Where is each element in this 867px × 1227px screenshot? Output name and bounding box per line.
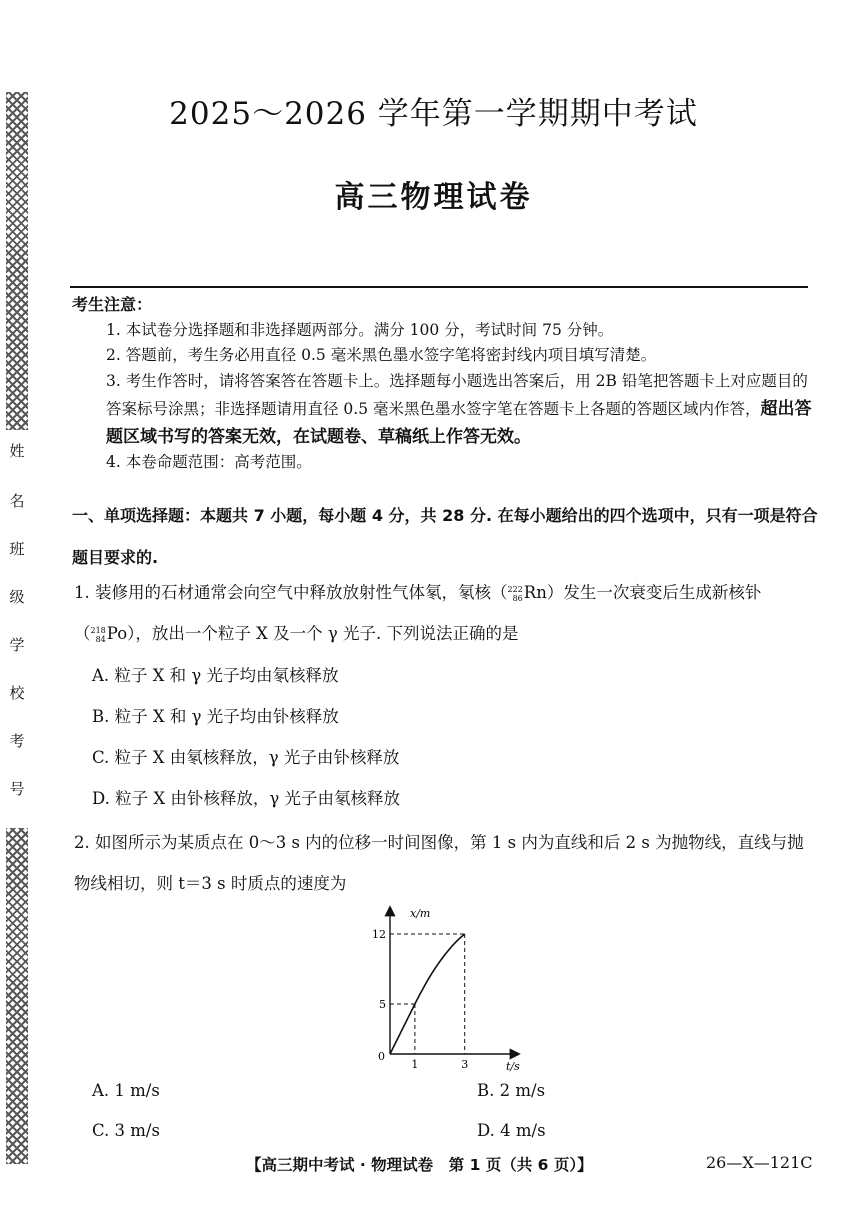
page-footer: 【高三期中考试 · 物理试卷 第 1 页（共 6 页）】 [246, 1156, 593, 1174]
position-time-graph [350, 902, 530, 1082]
binding-mark: 考 [9, 732, 25, 750]
series-parabola [415, 934, 465, 1004]
po-mass: 218 [90, 625, 106, 635]
y-tick-label: 5 [379, 998, 386, 1011]
q1-option-c: C. 粒子 X 由氡核释放，γ 光子由钋核释放 [92, 748, 400, 767]
q2-option-a: A. 1 m/s [92, 1081, 160, 1100]
notice-item: 4. 本卷命题范围：高考范围。 [106, 453, 312, 471]
binding-mark: 姓 [9, 442, 25, 460]
rn-nuclide-numbers [508, 585, 523, 603]
binding-pattern-bottom [6, 828, 28, 1164]
exam-code: 26—X—121C [706, 1153, 813, 1172]
y-tick-label: 12 [372, 928, 386, 941]
exam-subtitle: 高三物理试卷 [334, 180, 533, 215]
rn-symbol: Rn [523, 583, 547, 602]
binding-mark: 班 [9, 540, 25, 558]
x-axis-label: t/s [506, 1060, 520, 1073]
notice-item: 2. 答题前，考生务必用直径 0.5 毫米黑色墨水签字笔将密封线内项目填写清楚。 [106, 346, 657, 364]
q1-option-b: B. 粒子 X 和 γ 光子均由钋核释放 [92, 707, 339, 726]
y-axis-label: x/m [410, 907, 431, 920]
q1-stem-b: ）发生一次衰变后生成新核钋 [546, 583, 762, 602]
po-symbol: Po [106, 624, 128, 643]
po-z: 84 [95, 634, 106, 644]
binding-mark: 号 [9, 780, 25, 798]
binding-mark: 名 [9, 492, 25, 510]
q1-stem-a: 1. 装修用的石材通常会向空气中释放放射性气体氡，氡核（ [74, 583, 508, 602]
binding-mark: 级 [9, 588, 25, 606]
rn-mass: 222 [507, 584, 523, 594]
notice-emphasis: 超出答题区域书写的答案无效，在试题卷、草稿纸上作答无效。 [106, 399, 812, 447]
q2-option-d: D. 4 m/s [477, 1121, 546, 1140]
notice-item: 1. 本试卷分选择题和非选择题两部分。满分 100 分，考试时间 75 分钟。 [106, 321, 614, 339]
q1-option-d: D. 粒子 X 由钋核释放，γ 光子由氡核释放 [92, 789, 400, 808]
origin-label: 0 [378, 1050, 385, 1063]
question-1-stem: 1. 装修用的石材通常会向空气中释放放射性气体氡，氡核（ 222 86 Rn）发生一次衰变后生成新核钋 （ 218 84 Po），放出一个粒子 X 及一个 γ 光子. 下列说法正确的是 [74, 583, 762, 644]
guide-lines [390, 934, 465, 1054]
x-tick-label: 1 [411, 1058, 419, 1071]
notice-item-text: 3. 考生作答时，请将答案答在答题卡上。选择题每小题选出答案后，用 2B 铅笔把答题卡上对应题目的答案标号涂黑；非选择题请用直径 0.5 毫米黑色墨水签字笔在答题卡上各题的答题区域内作答， [106, 372, 808, 418]
series-line-segment [390, 1004, 415, 1054]
binding-strip [6, 92, 30, 1164]
po-nuclide-numbers [91, 626, 106, 644]
x-tick-label: 3 [461, 1058, 469, 1071]
q1-stem-c: ），放出一个粒子 X 及一个 γ 光子. 下列说法正确的是 [127, 624, 519, 643]
binding-pattern-top [6, 92, 28, 430]
question-2-stem: 2. 如图所示为某质点在 0～3 s 内的位移一时间图像，第 1 s 内为直线和后 2 s 为抛物线，直线与抛物线相切，则 t＝3 s 时质点的速度为 [74, 833, 804, 893]
binding-mark: 学 [9, 636, 25, 654]
section-title: 一、单项选择题：本题共 7 小题，每小题 4 分，共 28 分. 在每小题给出的四个选项中，只有一项是符合题目要求的. [72, 506, 818, 567]
rn-z: 86 [512, 593, 523, 603]
q2-option-c: C. 3 m/s [92, 1121, 160, 1140]
header-divider [70, 286, 808, 288]
notice-heading: 考生注意： [72, 295, 153, 314]
q2-option-b: B. 2 m/s [477, 1081, 546, 1100]
binding-mark: 校 [9, 684, 25, 702]
q1-option-a: A. 粒子 X 和 γ 光子均由氡核释放 [92, 666, 339, 685]
exam-title: 2025～2026 学年第一学期期中考试 [169, 96, 698, 132]
notice-item [106, 367, 812, 451]
